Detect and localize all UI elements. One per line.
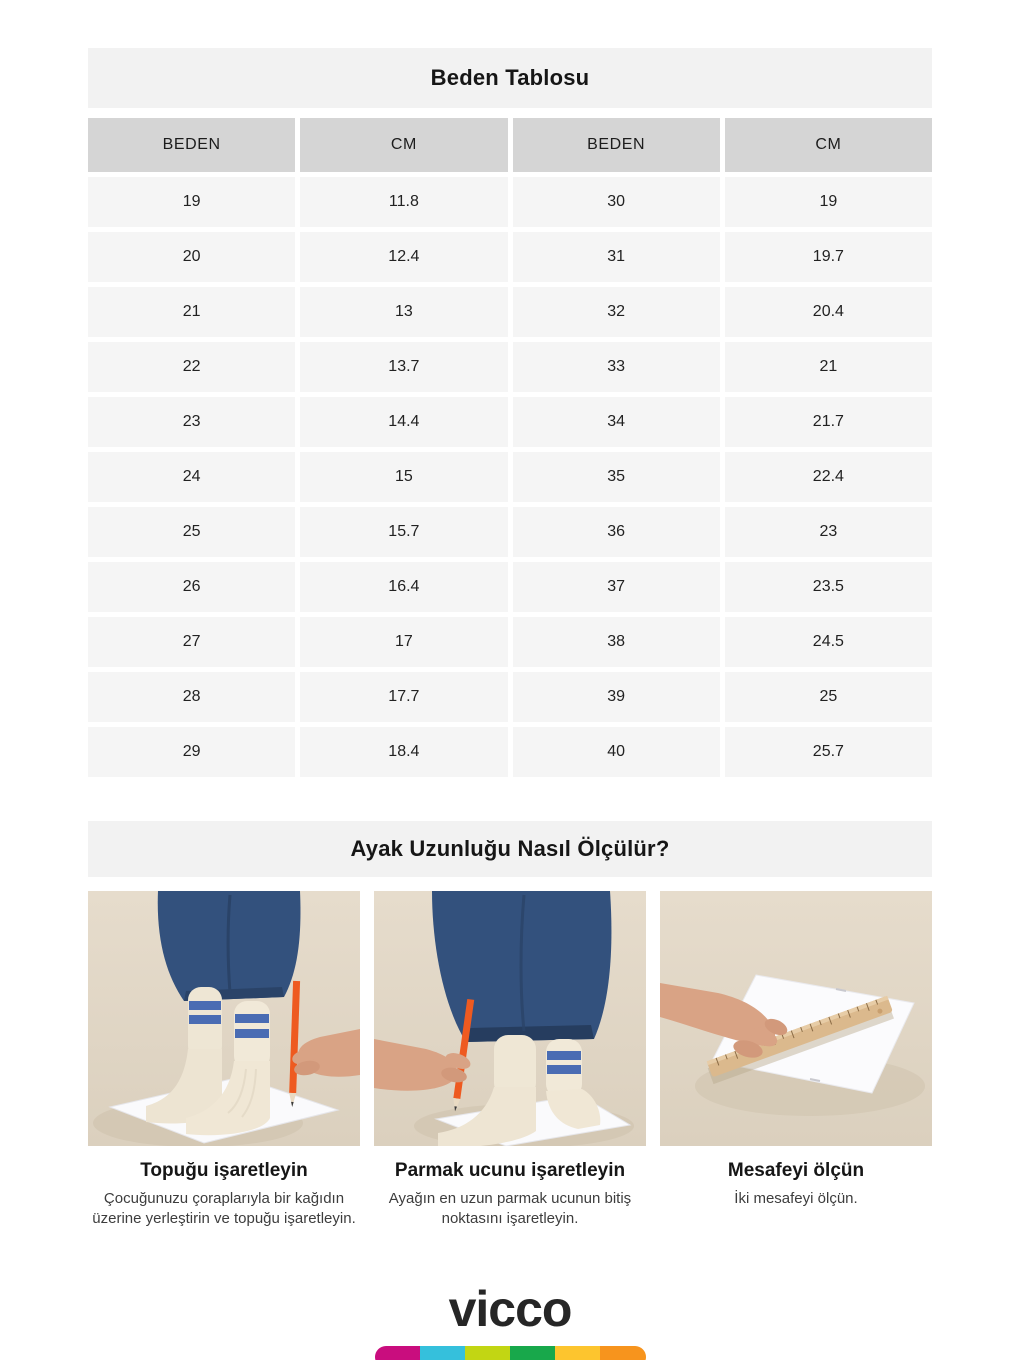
table-cell: 19 [88, 177, 295, 227]
table-cell: 23 [725, 507, 932, 557]
table-header-cell: BEDEN [88, 118, 295, 172]
step-measure-distance [660, 891, 932, 1230]
measure-section-title: Ayak Uzunluğu Nasıl Ölçülür? [350, 836, 670, 861]
mark-heel-photo [88, 891, 360, 1146]
size-table-title-bar [88, 48, 932, 108]
table-cell: 17 [300, 617, 507, 667]
step-heading: Parmak ucunu işaretleyin [394, 1160, 626, 1181]
table-cell: 15.7 [300, 507, 507, 557]
table-cell: 19.7 [725, 232, 932, 282]
footer [88, 1280, 932, 1360]
table-cell: 24.5 [725, 617, 932, 667]
table-cell: 39 [513, 672, 720, 722]
table-header-cell: BEDEN [513, 118, 720, 172]
table-cell: 24 [88, 452, 295, 502]
table-cell: 38 [513, 617, 720, 667]
rainbow-segment [465, 1346, 510, 1360]
table-header-cell: CM [300, 118, 507, 172]
table-cell: 18.4 [300, 727, 507, 777]
measure-steps [88, 891, 932, 1230]
table-cell: 26 [88, 562, 295, 612]
rainbow-segment [420, 1346, 465, 1360]
measure-section-title-bar [88, 821, 932, 877]
table-cell: 25 [725, 672, 932, 722]
table-cell: 17.7 [300, 672, 507, 722]
table-cell: 36 [513, 507, 720, 557]
table-header-cell: CM [725, 118, 932, 172]
rainbow-segment [600, 1346, 645, 1360]
table-cell: 13 [300, 287, 507, 337]
table-cell: 37 [513, 562, 720, 612]
table-cell: 19 [725, 177, 932, 227]
table-cell: 21 [725, 342, 932, 392]
rainbow-segment [375, 1346, 420, 1360]
rainbow-segment [510, 1346, 555, 1360]
table-cell: 12.4 [300, 232, 507, 282]
table-cell: 25.7 [725, 727, 932, 777]
table-cell: 22.4 [725, 452, 932, 502]
table-cell: 23.5 [725, 562, 932, 612]
table-cell: 21.7 [725, 397, 932, 447]
table-cell: 40 [513, 727, 720, 777]
rainbow-bar [375, 1346, 646, 1360]
table-cell: 33 [513, 342, 720, 392]
table-cell: 16.4 [300, 562, 507, 612]
table-cell: 13.7 [300, 342, 507, 392]
table-cell: 29 [88, 727, 295, 777]
table-cell: 22 [88, 342, 295, 392]
table-cell: 30 [513, 177, 720, 227]
table-cell: 20.4 [725, 287, 932, 337]
size-table [88, 118, 932, 777]
step-mark-heel [88, 891, 360, 1230]
mark-toe-photo [374, 891, 646, 1146]
table-cell: 25 [88, 507, 295, 557]
measure-distance-photo [660, 891, 932, 1146]
rainbow-segment [555, 1346, 600, 1360]
step-mark-toe [374, 891, 646, 1230]
table-cell: 31 [513, 232, 720, 282]
step-description: Ayağın en uzun parmak ucunun bitiş noktasını işaretleyin. [388, 1190, 632, 1228]
table-cell: 14.4 [300, 397, 507, 447]
table-cell: 15 [300, 452, 507, 502]
table-cell: 34 [513, 397, 720, 447]
table-cell: 28 [88, 672, 295, 722]
step-heading: Mesafeyi ölçün [727, 1160, 865, 1181]
table-cell: 21 [88, 287, 295, 337]
table-cell: 20 [88, 232, 295, 282]
step-description: İki mesafeyi ölçün. [734, 1190, 858, 1207]
step-description: Çocuğunuzu çoraplarıyla bir kağıdın üzerine yerleştirin ve topuğu işaretleyin. [92, 1190, 356, 1228]
table-cell: 23 [88, 397, 295, 447]
table-cell: 32 [513, 287, 720, 337]
size-table-title: Beden Tablosu [430, 65, 590, 90]
vicco-logo: vicco [448, 1280, 572, 1337]
table-cell: 35 [513, 452, 720, 502]
table-cell: 11.8 [300, 177, 507, 227]
table-cell: 27 [88, 617, 295, 667]
step-heading: Topuğu işaretleyin [140, 1160, 308, 1181]
